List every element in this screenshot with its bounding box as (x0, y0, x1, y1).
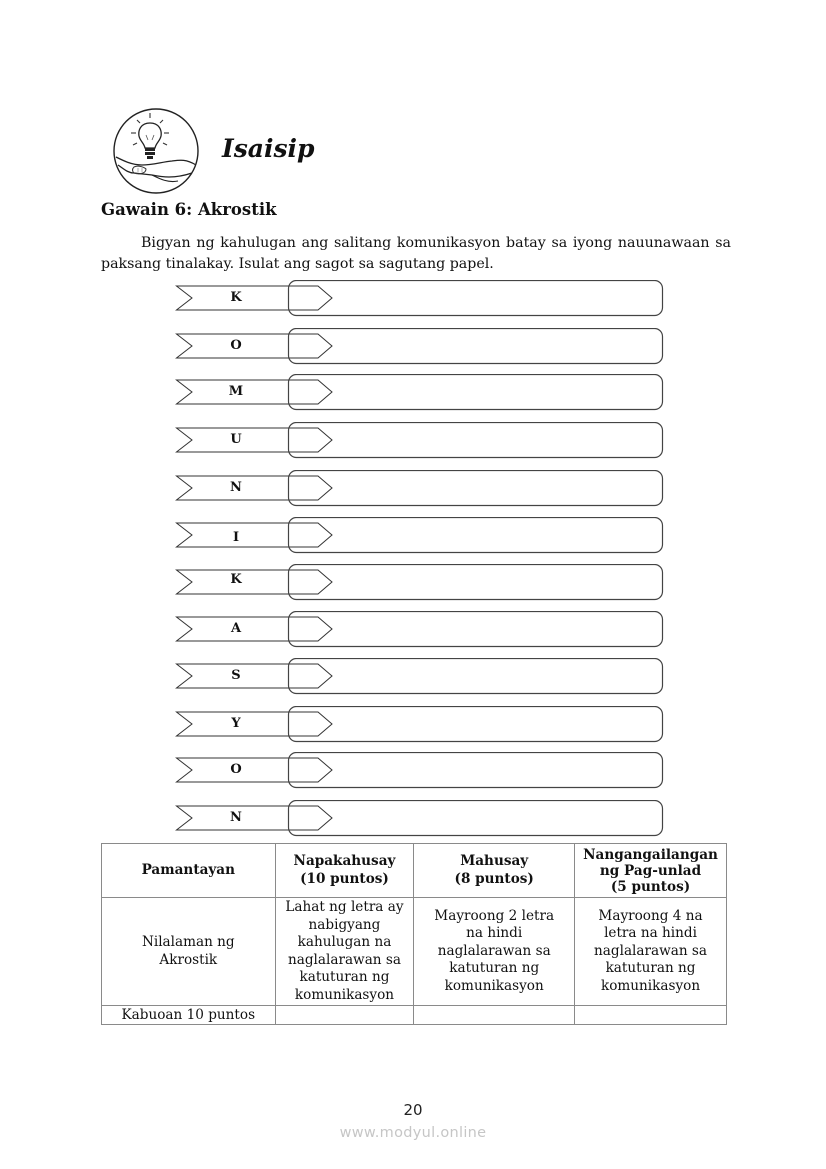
rubric-header-row (102, 844, 727, 898)
watermark: www.modyul.online (339, 1125, 487, 1141)
rubric-total-row (102, 1006, 727, 1025)
section-title: Isaisip (222, 134, 315, 163)
acrostic-row (174, 374, 666, 412)
activity-title: Gawain 6: Akrostik (101, 200, 277, 219)
acrostic-letter: O (230, 338, 242, 353)
header-criterion: Pamantayan (102, 844, 276, 898)
acrostic-letter: O (230, 762, 242, 777)
acrostic-letter: M (228, 384, 244, 399)
rubric-row (102, 898, 727, 1006)
needs-improvement-cell: Mayroong 4 na letra na hindi naglalarawan sa katuturan ng komunikasyon (575, 898, 727, 1006)
acrostic-letter: Y (231, 716, 241, 731)
good-cell: Mayroong 2 letra na hindi naglalarawan sa katuturan ng komunikasyon (414, 898, 575, 1006)
acrostic-row (174, 470, 666, 508)
acrostic-row (174, 564, 666, 602)
acrostic-letter: A (230, 621, 242, 636)
lightbulb-in-hand-icon (112, 107, 200, 195)
header-excellent: Napakahusay (10 puntos) (275, 844, 414, 898)
acrostic-letter: K (230, 572, 242, 587)
acrostic-letter: N (230, 480, 242, 495)
acrostic-row (174, 658, 666, 696)
acrostic-letter: N (230, 810, 242, 825)
acrostic-letter: S (231, 668, 241, 683)
total-needs-improvement-cell (575, 1006, 727, 1025)
acrostic-row (174, 280, 666, 318)
rubric-table (101, 843, 727, 1025)
criterion-cell: Nilalaman ng Akrostik (102, 898, 276, 1006)
header-needs-improvement: Nangangailangan ng Pag-unlad (5 puntos) (575, 844, 727, 898)
acrostic-row (174, 706, 666, 744)
activity-instructions: Bigyan ng kahulugan ang salitang komunikasyon batay sa iyong nauunawaan sa paksang tinalakay. Isulat ang sagot sa sagutang papel. (101, 235, 731, 272)
acrostic-letter: I (232, 530, 240, 545)
acrostic-row (174, 752, 666, 790)
acrostic-row (174, 611, 666, 649)
header-good: Mahusay (8 puntos) (414, 844, 575, 898)
total-excellent-cell (275, 1006, 414, 1025)
acrostic-letter: U (230, 432, 242, 447)
excellent-cell: Lahat ng letra ay nabigyang kahulugan na naglalarawan sa katuturan ng komunikasyon (275, 898, 414, 1006)
page-number: 20 (403, 1101, 423, 1119)
acrostic-row (174, 422, 666, 460)
acrostic-row (174, 800, 666, 838)
total-label: Kabuoan 10 puntos (102, 1006, 276, 1025)
acrostic-letter: K (230, 290, 242, 305)
total-good-cell (414, 1006, 575, 1025)
acrostic-row (174, 517, 666, 555)
acrostic-row (174, 328, 666, 366)
